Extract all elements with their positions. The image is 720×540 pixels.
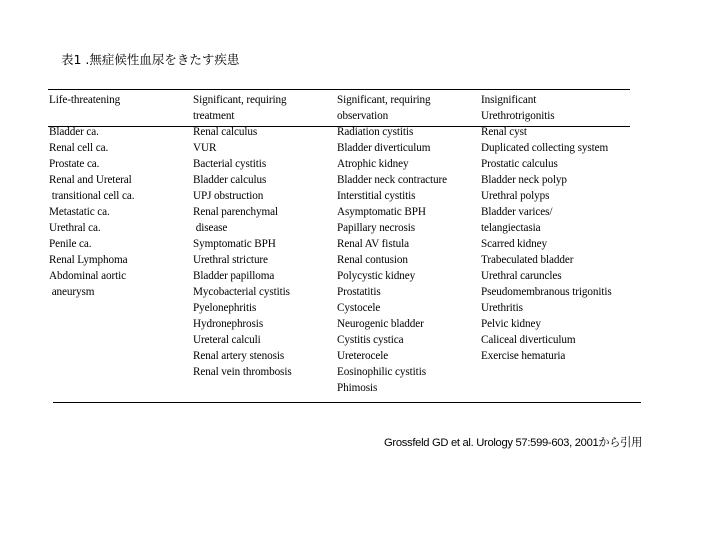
table-cell-line: Trabeculated bladder	[481, 254, 574, 266]
table-cell-line: Bladder calculus	[193, 174, 267, 186]
table-cell-line: transitional cell ca.	[49, 190, 135, 202]
table-cell-line: Renal parenchymal	[193, 206, 278, 218]
table-cell-line: aneurysm	[49, 286, 95, 298]
column-header: Significant, requiring	[337, 94, 431, 106]
table-cell-line: Ureteral calculi	[193, 334, 261, 346]
table-cell-line: Renal Lymphoma	[49, 254, 128, 266]
table-cell-line: Renal and Ureteral	[49, 174, 132, 186]
column-header: Insignificant	[481, 94, 537, 106]
table-cell-line: Renal contusion	[337, 254, 408, 266]
table-cell-line: Bladder ca.	[49, 126, 99, 138]
table-cell-line: Duplicated collecting system	[481, 142, 609, 154]
table-cell-line: Bacterial cystitis	[193, 158, 267, 170]
table-cell-line: UPJ obstruction	[193, 190, 264, 202]
table-cell-line: Urethral stricture	[193, 254, 268, 266]
table-cell-line: Pseudomembranous trigonitis	[481, 286, 612, 298]
column-life-threatening	[49, 92, 191, 300]
table-cell-line: telangiectasia	[481, 222, 541, 234]
table-cell-line: Eosinophilic cystitis	[337, 366, 426, 378]
column-header: Significant, requiring	[193, 94, 287, 106]
table-cell-line: Exercise hematuria	[481, 350, 566, 362]
table-cell-line: Hydronephrosis	[193, 318, 264, 330]
column-significant-treatment	[193, 92, 335, 380]
table-cell-line: Renal calculus	[193, 126, 258, 138]
table-title: 表1 .無症候性血尿をきたす疾患	[61, 52, 240, 67]
table-cell-line: Urethral ca.	[49, 222, 101, 234]
table-cell-line: Prostatic calculus	[481, 158, 558, 170]
table-cell-line: Pelvic kidney	[481, 318, 541, 330]
table-cell-line: disease	[193, 222, 228, 234]
table-cell-line: Mycobacterial cystitis	[193, 286, 290, 298]
table-cell-line: Urethritis	[481, 302, 523, 314]
table-cell-line: Bladder papilloma	[193, 270, 275, 282]
table-cell-line	[49, 108, 191, 124]
table-cell-line: Ureterocele	[337, 350, 389, 362]
table-cell-line: Interstitial cystitis	[337, 190, 416, 202]
table-cell-line: Bladder neck contracture	[337, 174, 448, 186]
table-cell-line: Symptomatic BPH	[193, 238, 276, 250]
table-cell-line: Prostatitis	[337, 286, 381, 298]
table-cell-line: Urethral polyps	[481, 190, 550, 202]
table-cell-line: Bladder varices/	[481, 206, 553, 218]
table-cell-line: VUR	[193, 142, 217, 154]
table-cell-line: treatment	[193, 110, 235, 122]
column-header: Life-threatening	[49, 94, 121, 106]
table-cell-line: Abdominal aortic	[49, 270, 127, 282]
table-cell-line: Caliceal diverticulum	[481, 334, 576, 346]
table-cell-line: Neurogenic bladder	[337, 318, 424, 330]
table-cell-line: Renal cyst	[481, 126, 527, 138]
table-cell-line: Bladder neck polyp	[481, 174, 567, 186]
table-cell-line: Phimosis	[337, 382, 378, 394]
table-cell-line: Prostate ca.	[49, 158, 100, 170]
table-cell-line: Urethrotrigonitis	[481, 110, 555, 122]
table-cell-line: Renal artery stenosis	[193, 350, 285, 362]
column-significant-observation	[337, 92, 479, 396]
table-cell-line: Bladder diverticulum	[337, 142, 431, 154]
table-bottom-rule	[53, 402, 641, 403]
table-cell-line: Renal vein thrombosis	[193, 366, 292, 378]
table-cell-line: Cystocele	[337, 302, 381, 314]
table-cell-line: Scarred kidney	[481, 238, 548, 250]
table-cell-line: Renal cell ca.	[49, 142, 109, 154]
table-cell-line: Metastatic ca.	[49, 206, 110, 218]
table-cell-line: Urethral caruncles	[481, 270, 562, 282]
table-cell-line: Asymptomatic BPH	[337, 206, 426, 218]
table-cell-line: Radiation cystitis	[337, 126, 414, 138]
table-cell-line: observation	[337, 110, 389, 122]
table-cell-line: Cystitis cystica	[337, 334, 404, 346]
table-top-rule	[48, 89, 630, 90]
table-cell-line: Polycystic kidney	[337, 270, 416, 282]
table-cell-line: Renal AV fistula	[337, 238, 409, 250]
table-cell-line: Atrophic kidney	[337, 158, 409, 170]
table-cell-line: Penile ca.	[49, 238, 92, 250]
table-cell-line: Papillary necrosis	[337, 222, 416, 234]
column-insignificant	[481, 92, 651, 364]
citation: Grossfeld GD et al. Urology 57:599-603, 2001から引用	[384, 437, 642, 449]
table-cell-line: Pyelonephritis	[193, 302, 257, 314]
